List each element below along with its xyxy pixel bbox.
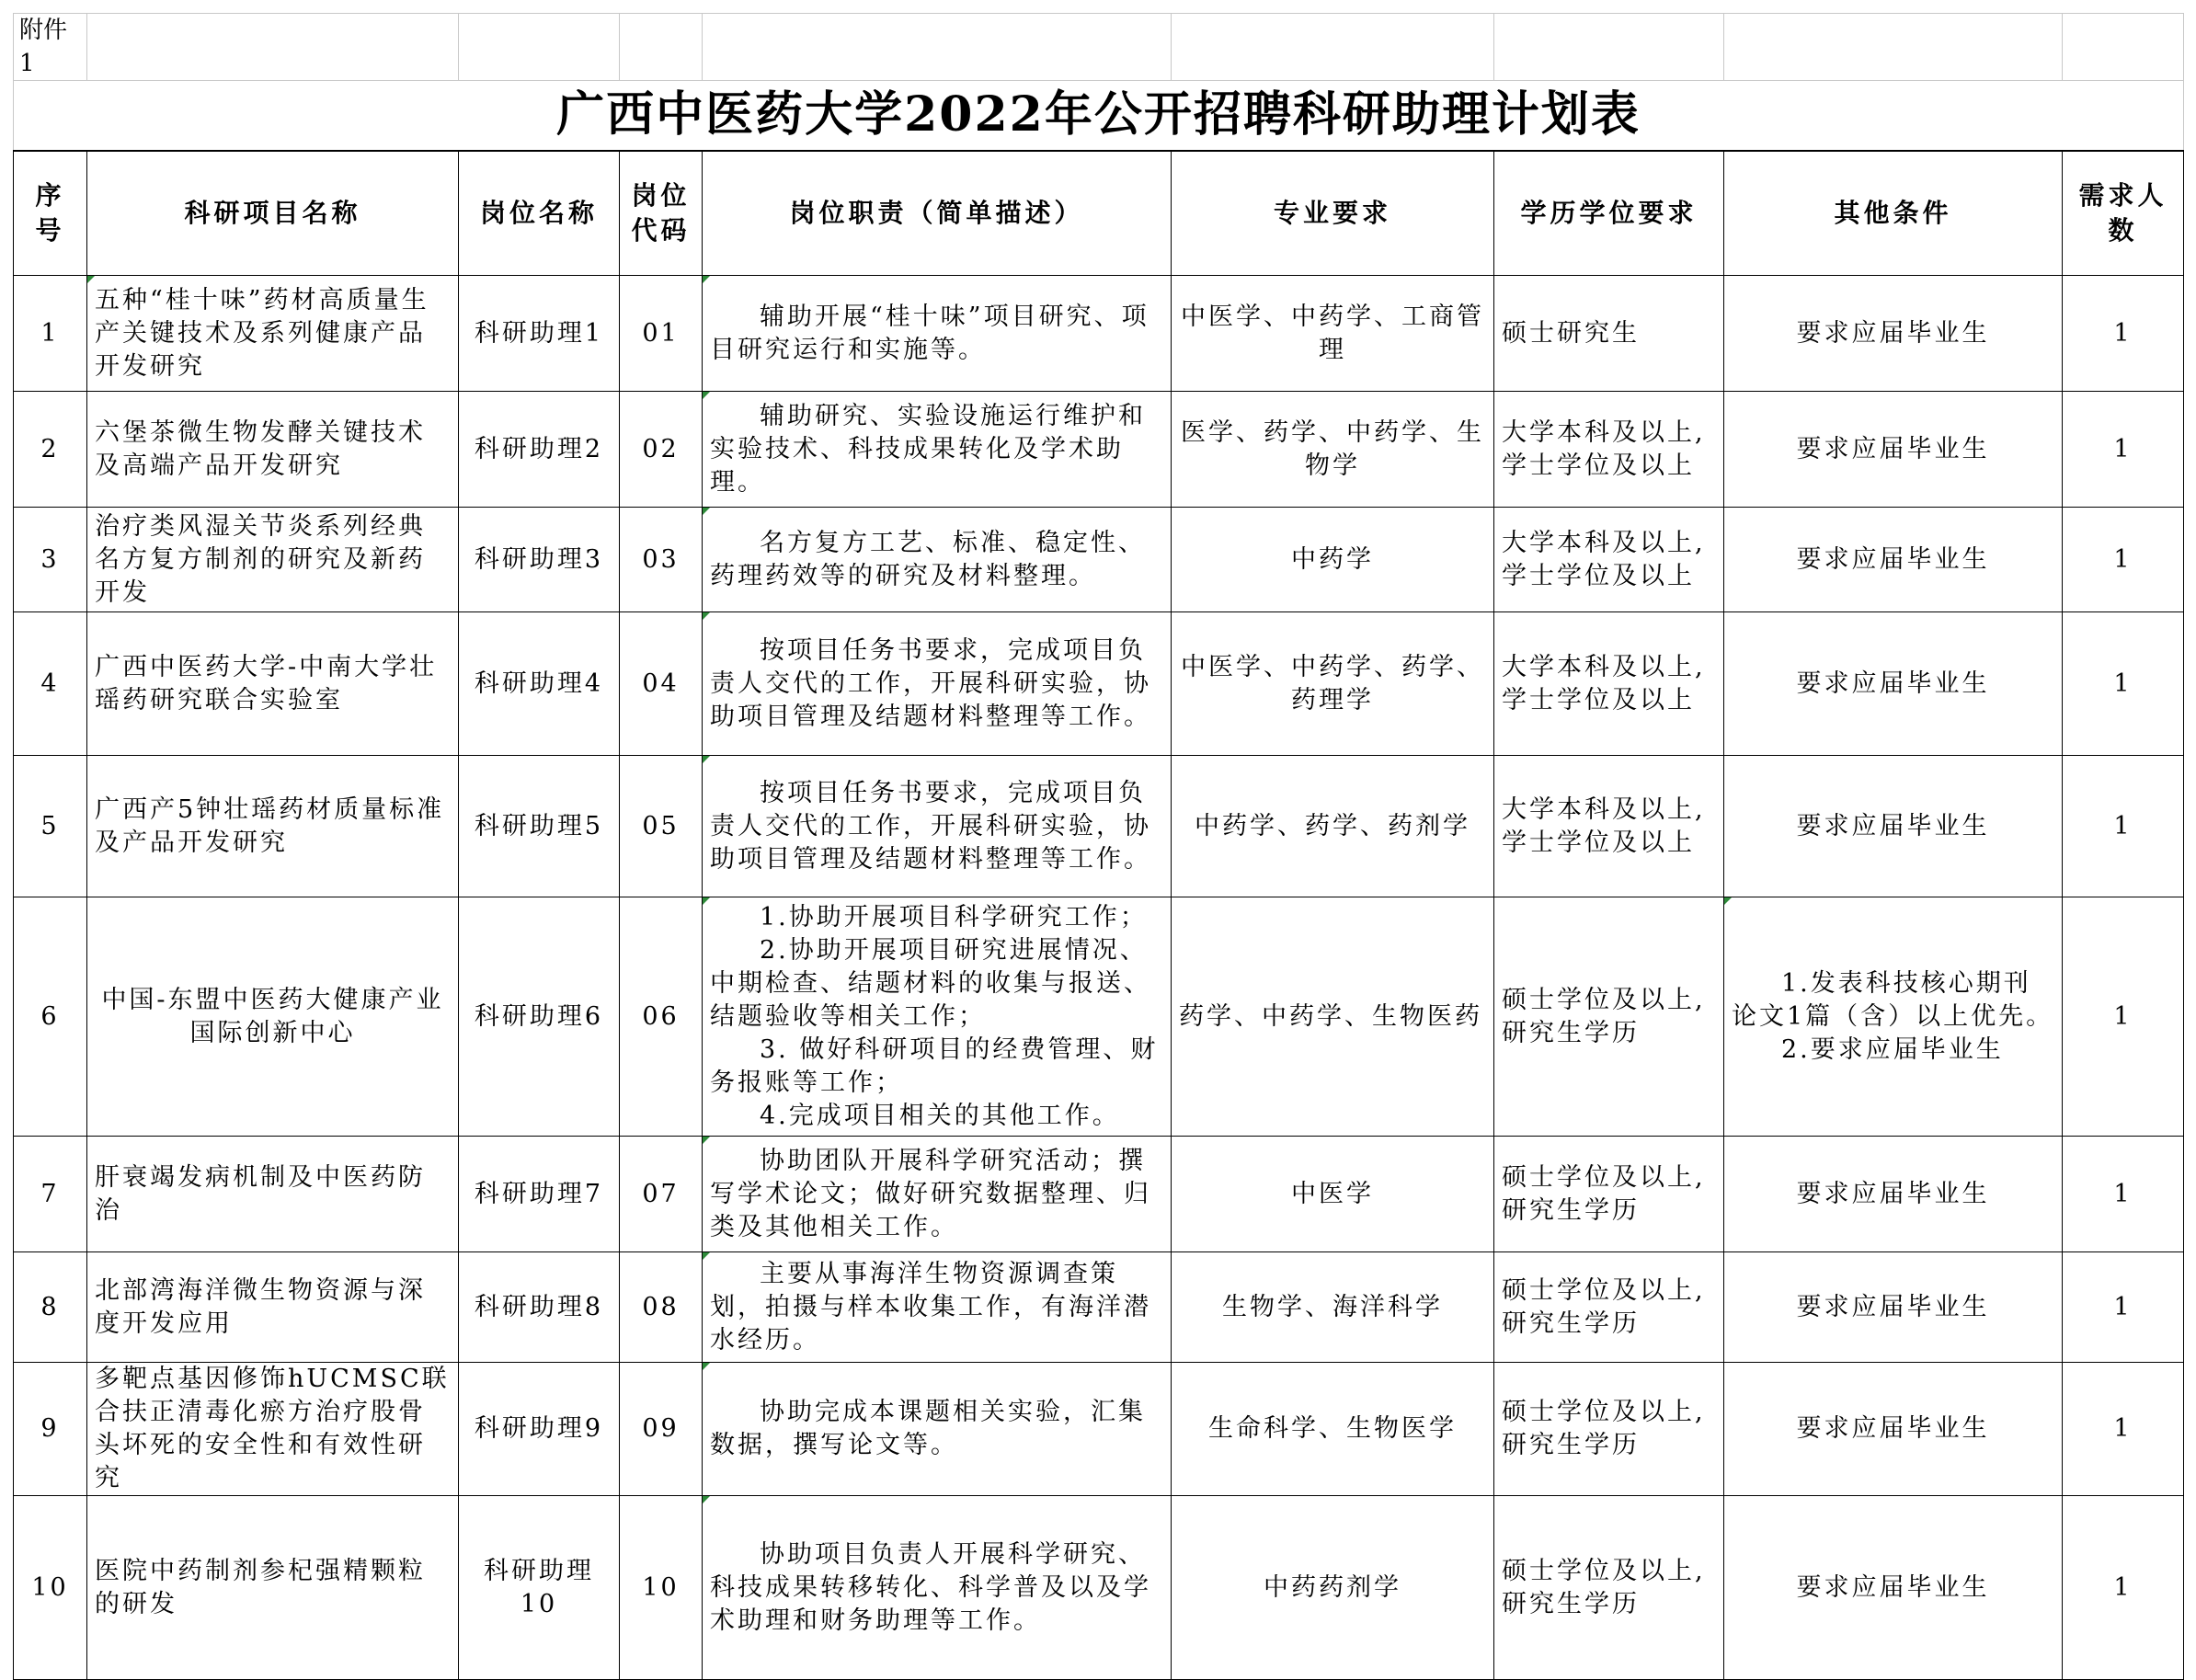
header-major: 专业要求 bbox=[1172, 151, 1494, 276]
cell-position: 科研助理8 bbox=[459, 1252, 620, 1363]
cell-seq: 6 bbox=[14, 897, 87, 1137]
header-seq: 序号 bbox=[14, 151, 87, 276]
annex-row bbox=[14, 14, 2184, 81]
cell-duties: 按项目任务书要求，完成项目负责人交代的工作，开展科研实验，协助项目管理及结题材料整理等工作。 bbox=[703, 612, 1172, 756]
cell-major: 中药学 bbox=[1172, 508, 1494, 612]
header-count-line2: 数 bbox=[2108, 214, 2138, 246]
header-project: 科研项目名称 bbox=[87, 151, 459, 276]
cell-code: 02 bbox=[620, 392, 703, 508]
cell-code: 03 bbox=[620, 508, 703, 612]
cell-seq: 3 bbox=[14, 508, 87, 612]
cell-duties: 辅助开展“桂十味”项目研究、项目研究运行和实施等。 bbox=[703, 276, 1172, 392]
table-row bbox=[14, 508, 2184, 612]
cell-position: 科研助理6 bbox=[459, 897, 620, 1137]
table-row bbox=[14, 1252, 2184, 1363]
cell-duties: 按项目任务书要求，完成项目负责人交代的工作，开展科研实验，协助项目管理及结题材料整理等工作。 bbox=[703, 756, 1172, 897]
cell-count: 1 bbox=[2063, 756, 2184, 897]
cell-count: 1 bbox=[2063, 392, 2184, 508]
cell-other: 要求应届毕业生 bbox=[1724, 1496, 2063, 1680]
recruitment-plan-table bbox=[13, 13, 2184, 1680]
cell-duties: 主要从事海洋生物资源调查策划，拍摄与样本收集工作，有海洋潜水经历。 bbox=[703, 1252, 1172, 1363]
cell-count: 1 bbox=[2063, 1496, 2184, 1680]
cell-project: 六堡茶微生物发酵关键技术及高端产品开发研究 bbox=[87, 392, 459, 508]
table-row bbox=[14, 1137, 2184, 1252]
cell-degree: 硕士学位及以上,研究生学历 bbox=[1494, 1496, 1724, 1680]
cell-other: 要求应届毕业生 bbox=[1724, 276, 2063, 392]
cell-position: 科研助理5 bbox=[459, 756, 620, 897]
cell-project: 北部湾海洋微生物资源与深度开发应用 bbox=[87, 1252, 459, 1363]
cell-code: 08 bbox=[620, 1252, 703, 1363]
cell-degree: 硕士学位及以上,研究生学历 bbox=[1494, 897, 1724, 1137]
cell-other: 要求应届毕业生 bbox=[1724, 756, 2063, 897]
duty-line: 1.协助开展项目科学研究工作； bbox=[760, 902, 1148, 931]
cell-degree: 大学本科及以上,学士学位及以上 bbox=[1494, 756, 1724, 897]
cell-duties: 协助团队开展科学研究活动；撰写学术论文；做好研究数据整理、归类及其他相关工作。 bbox=[703, 1137, 1172, 1252]
table-row bbox=[14, 756, 2184, 897]
cell-duties: 协助完成本课题相关实验，汇集数据，撰写论文等。 bbox=[703, 1363, 1172, 1496]
cell-seq: 5 bbox=[14, 756, 87, 897]
cell-count: 1 bbox=[2063, 897, 2184, 1137]
cell-degree: 硕士学位及以上,研究生学历 bbox=[1494, 1137, 1724, 1252]
cell-major: 中药药剂学 bbox=[1172, 1496, 1494, 1680]
header-count bbox=[2063, 151, 2184, 276]
duty-line: 4.完成项目相关的其他工作。 bbox=[760, 1101, 1120, 1130]
empty-cell bbox=[703, 14, 1172, 81]
cell-duties: 辅助研究、实验设施运行维护和实验技术、科技成果转化及学术助理。 bbox=[703, 392, 1172, 508]
cell-other: 要求应届毕业生 bbox=[1724, 1363, 2063, 1496]
cell-degree: 硕士学位及以上,研究生学历 bbox=[1494, 1363, 1724, 1496]
cell-project: 医院中药制剂参杞强精颗粒的研发 bbox=[87, 1496, 459, 1680]
cell-degree: 硕士学位及以上,研究生学历 bbox=[1494, 1252, 1724, 1363]
empty-cell bbox=[1172, 14, 1494, 81]
cell-seq: 7 bbox=[14, 1137, 87, 1252]
cell-count: 1 bbox=[2063, 612, 2184, 756]
cell-major: 中医学 bbox=[1172, 1137, 1494, 1252]
cell-position: 科研助理2 bbox=[459, 392, 620, 508]
cell-seq: 2 bbox=[14, 392, 87, 508]
cell-other: 要求应届毕业生 bbox=[1724, 1252, 2063, 1363]
cell-seq: 1 bbox=[14, 276, 87, 392]
table-row bbox=[14, 276, 2184, 392]
other-line: 1.发表科技核心期刊论文1篇（含）以上优先。 bbox=[1732, 968, 2054, 1031]
table-row bbox=[14, 1363, 2184, 1496]
cell-other: 要求应届毕业生 bbox=[1724, 508, 2063, 612]
cell-position: 科研助理10 bbox=[459, 1496, 620, 1680]
cell-major: 中医学、中药学、药学、药理学 bbox=[1172, 612, 1494, 756]
cell-degree: 大学本科及以上,学士学位及以上 bbox=[1494, 508, 1724, 612]
cell-duties bbox=[703, 897, 1172, 1137]
empty-cell bbox=[459, 14, 620, 81]
table-row bbox=[14, 897, 2184, 1137]
cell-seq: 9 bbox=[14, 1363, 87, 1496]
cell-position: 科研助理1 bbox=[459, 276, 620, 392]
cell-other: 要求应届毕业生 bbox=[1724, 1137, 2063, 1252]
cell-seq: 4 bbox=[14, 612, 87, 756]
cell-project: 广西中医药大学-中南大学壮瑶药研究联合实验室 bbox=[87, 612, 459, 756]
cell-major: 生命科学、生物医学 bbox=[1172, 1363, 1494, 1496]
cell-major: 中医学、中药学、工商管理 bbox=[1172, 276, 1494, 392]
cell-degree: 硕士研究生 bbox=[1494, 276, 1724, 392]
cell-project: 多靶点基因修饰hUCMSC联合扶正清毒化瘀方治疗股骨头坏死的安全性和有效性研究 bbox=[87, 1363, 459, 1496]
other-line: 2.要求应届毕业生 bbox=[1781, 1034, 2004, 1064]
cell-position: 科研助理7 bbox=[459, 1137, 620, 1252]
header-count-line1: 需求人 bbox=[2078, 179, 2167, 211]
cell-other: 要求应届毕业生 bbox=[1724, 392, 2063, 508]
cell-count: 1 bbox=[2063, 1252, 2184, 1363]
cell-degree: 大学本科及以上,学士学位及以上 bbox=[1494, 612, 1724, 756]
header-other: 其他条件 bbox=[1724, 151, 2063, 276]
cell-project: 五种“桂十味”药材高质量生产关键技术及系列健康产品开发研究 bbox=[87, 276, 459, 392]
cell-other bbox=[1724, 897, 2063, 1137]
header-code bbox=[620, 151, 703, 276]
duty-line: 3. 做好科研项目的经费管理、财务报账等工作； bbox=[710, 1034, 1159, 1097]
spreadsheet bbox=[13, 13, 2183, 1680]
table-title: 广西中医药大学2022年公开招聘科研助理计划表 bbox=[14, 81, 2184, 151]
cell-code: 10 bbox=[620, 1496, 703, 1680]
title-row bbox=[14, 81, 2184, 151]
cell-code: 07 bbox=[620, 1137, 703, 1252]
header-position: 岗位名称 bbox=[459, 151, 620, 276]
table-row bbox=[14, 392, 2184, 508]
cell-project: 中国-东盟中医药大健康产业国际创新中心 bbox=[87, 897, 459, 1137]
cell-code: 04 bbox=[620, 612, 703, 756]
header-degree: 学历学位要求 bbox=[1494, 151, 1724, 276]
cell-seq: 10 bbox=[14, 1496, 87, 1680]
cell-position: 科研助理3 bbox=[459, 508, 620, 612]
cell-count: 1 bbox=[2063, 276, 2184, 392]
cell-code: 01 bbox=[620, 276, 703, 392]
cell-major: 医学、药学、中药学、生物学 bbox=[1172, 392, 1494, 508]
cell-major: 生物学、海洋科学 bbox=[1172, 1252, 1494, 1363]
empty-cell bbox=[87, 14, 459, 81]
cell-major: 中药学、药学、药剂学 bbox=[1172, 756, 1494, 897]
table-row bbox=[14, 612, 2184, 756]
cell-position: 科研助理9 bbox=[459, 1363, 620, 1496]
cell-code: 09 bbox=[620, 1363, 703, 1496]
empty-cell bbox=[2063, 14, 2184, 81]
empty-cell bbox=[620, 14, 703, 81]
cell-code: 05 bbox=[620, 756, 703, 897]
cell-project: 广西产5钟壮瑶药材质量标准及产品开发研究 bbox=[87, 756, 459, 897]
header-code-line2: 代码 bbox=[631, 214, 691, 246]
table-row bbox=[14, 1496, 2184, 1680]
cell-count: 1 bbox=[2063, 508, 2184, 612]
empty-cell bbox=[1724, 14, 2063, 81]
cell-project: 治疗类风湿关节炎系列经典名方复方制剂的研究及新药开发 bbox=[87, 508, 459, 612]
annex-label: 附件1 bbox=[14, 14, 87, 81]
empty-cell bbox=[1494, 14, 1724, 81]
duty-line: 2.协助开展项目研究进展情况、中期检查、结题材料的收集与报送、结题验收等相关工作； bbox=[710, 935, 1151, 1031]
cell-code: 06 bbox=[620, 897, 703, 1137]
cell-count: 1 bbox=[2063, 1137, 2184, 1252]
cell-major: 药学、中药学、生物医药 bbox=[1172, 897, 1494, 1137]
header-duties: 岗位职责（简单描述） bbox=[703, 151, 1172, 276]
cell-project: 肝衰竭发病机制及中医药防治 bbox=[87, 1137, 459, 1252]
cell-other: 要求应届毕业生 bbox=[1724, 612, 2063, 756]
cell-duties: 名方复方工艺、标准、稳定性、药理药效等的研究及材料整理。 bbox=[703, 508, 1172, 612]
header-row bbox=[14, 151, 2184, 276]
cell-position: 科研助理4 bbox=[459, 612, 620, 756]
cell-seq: 8 bbox=[14, 1252, 87, 1363]
cell-duties: 协助项目负责人开展科学研究、科技成果转移转化、科学普及以及学术助理和财务助理等工作。 bbox=[703, 1496, 1172, 1680]
cell-count: 1 bbox=[2063, 1363, 2184, 1496]
cell-degree: 大学本科及以上,学士学位及以上 bbox=[1494, 392, 1724, 508]
header-code-line1: 岗位 bbox=[631, 179, 691, 211]
